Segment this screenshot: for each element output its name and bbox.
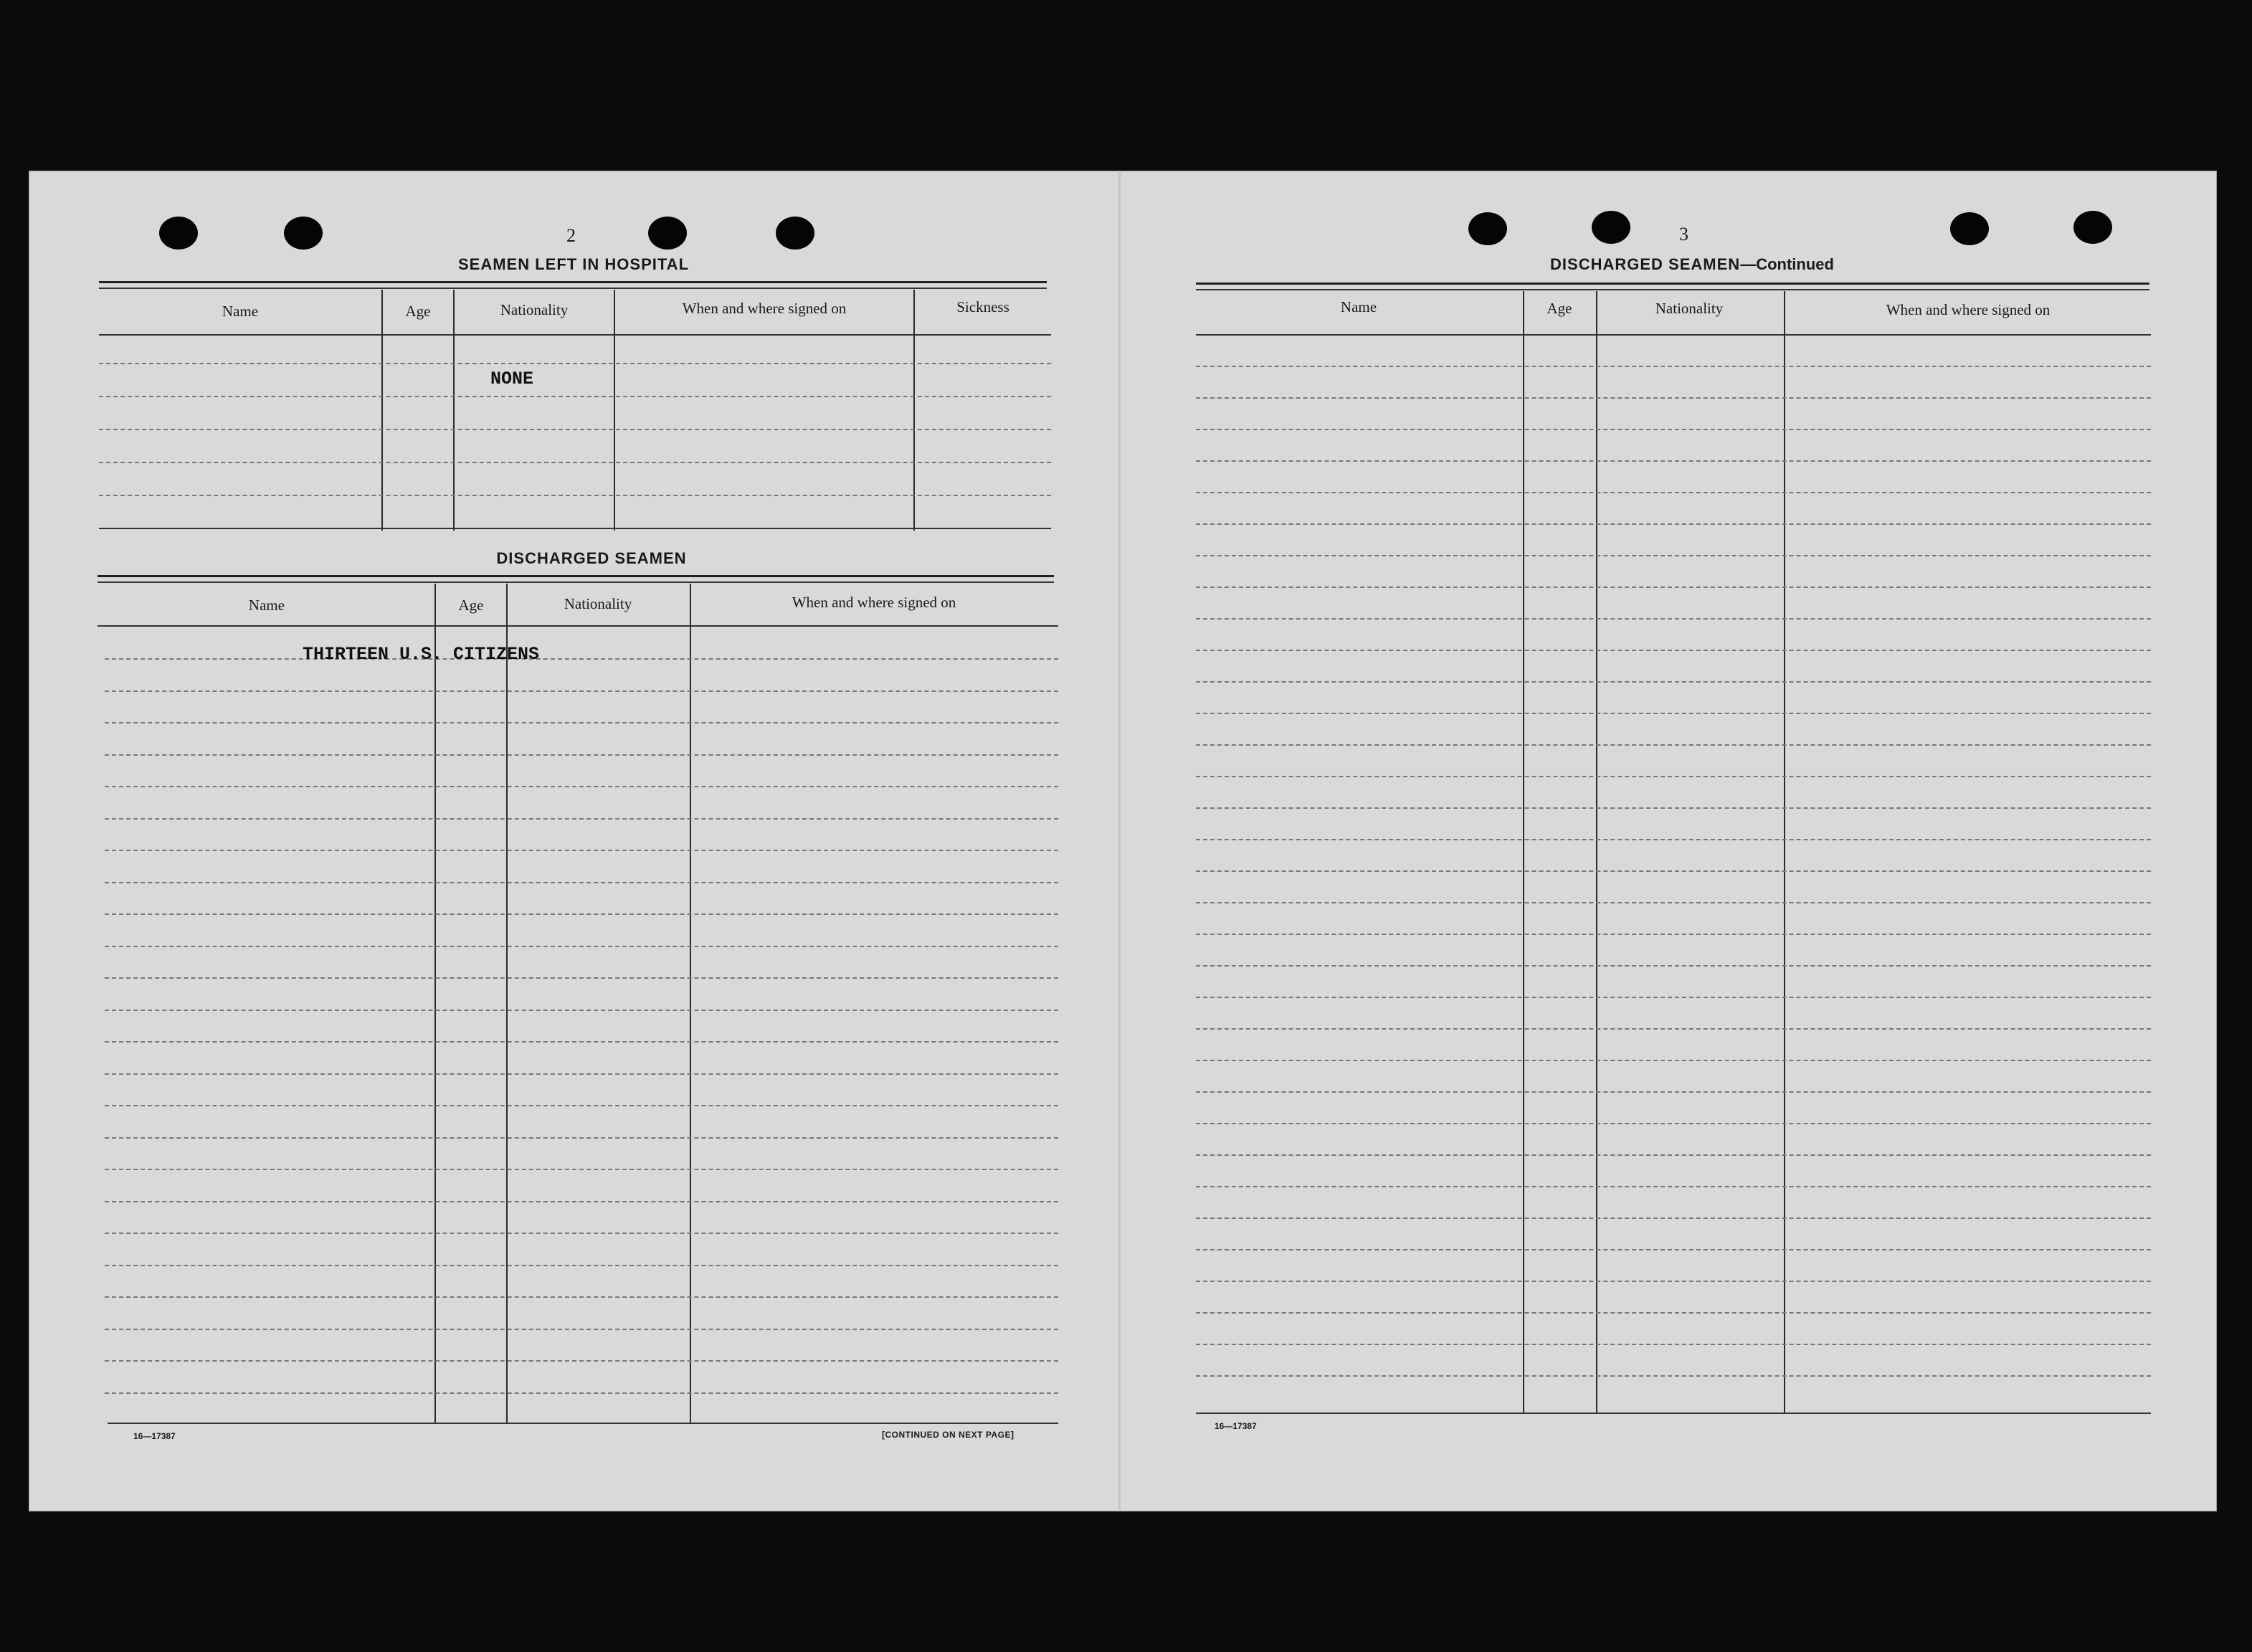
entry-line <box>1196 587 2151 588</box>
entry-line <box>1196 650 2151 651</box>
column-header-nationality: Nationality <box>564 595 632 612</box>
entry-line <box>105 658 1058 660</box>
entry-line <box>99 396 1051 397</box>
header-rule <box>98 575 1054 577</box>
entry-line <box>1196 902 2151 903</box>
column-header-signed-on: When and where signed on <box>682 300 847 317</box>
entry-line <box>1196 429 2151 430</box>
column-header-signed-on: When and where signed on <box>1886 301 2051 318</box>
table-bottom-rule <box>108 1423 1058 1424</box>
punch-hole <box>1950 212 1989 245</box>
table-bottom-rule <box>1196 1413 2151 1414</box>
column-header-age: Age <box>458 597 484 614</box>
punch-hole <box>648 217 687 250</box>
entry-line <box>1196 839 2151 840</box>
section-title: SEAMEN LEFT IN HOSPITAL <box>457 255 690 273</box>
column-header-sickness: Sickness <box>956 298 1009 315</box>
entry-line <box>99 462 1051 463</box>
header-bottom-rule <box>99 334 1051 336</box>
document-sheet <box>29 171 2217 1511</box>
entry-line <box>1196 1186 2151 1187</box>
entry-line <box>1196 1091 2151 1093</box>
entry-line <box>1196 870 2151 872</box>
entry-line <box>105 1233 1058 1234</box>
column-divider <box>1523 291 1524 1414</box>
entry-line <box>1196 523 2151 525</box>
entry-line <box>1196 1344 2151 1345</box>
entry-line <box>1196 1028 2151 1030</box>
entry-line <box>1196 744 2151 746</box>
header-rule <box>1196 289 2149 290</box>
entry-line <box>105 754 1058 756</box>
header-bottom-rule <box>1196 334 2151 336</box>
entry-line <box>1196 618 2151 620</box>
entry-line <box>105 977 1058 979</box>
entry-line <box>105 1041 1058 1043</box>
header-rule <box>99 281 1047 283</box>
entry-line <box>1196 397 2151 399</box>
column-header-age: Age <box>405 303 431 320</box>
entry-line <box>1196 366 2151 367</box>
entry-line <box>105 1329 1058 1330</box>
entry-line <box>105 818 1058 820</box>
entry-line <box>105 786 1058 787</box>
entry-line <box>1196 1154 2151 1156</box>
entry-line <box>105 722 1058 723</box>
entry-line <box>99 363 1051 364</box>
entry-line <box>99 495 1051 496</box>
header-rule <box>1196 283 2149 285</box>
column-header-age: Age <box>1547 300 1572 317</box>
continued-note: [CONTINUED ON NEXT PAGE] <box>882 1430 1015 1440</box>
entry-line <box>1196 1123 2151 1124</box>
column-divider <box>1784 291 1785 1414</box>
column-header-nationality: Nationality <box>500 301 569 318</box>
entry-line <box>105 1137 1058 1139</box>
entry-line <box>105 882 1058 883</box>
section-title-main: DISCHARGED SEAMEN <box>1550 255 1741 273</box>
page-number: 2 <box>566 225 576 246</box>
form-number: 16—17387 <box>1215 1421 1257 1431</box>
column-header-nationality: Nationality <box>1655 300 1724 317</box>
punch-hole <box>159 217 198 250</box>
center-fold <box>1118 171 1121 1510</box>
column-divider <box>434 584 436 1424</box>
column-header-signed-on: When and where signed on <box>792 594 956 611</box>
entry-line <box>1196 1281 2151 1282</box>
entry-line <box>1196 1249 2151 1250</box>
punch-hole <box>2073 211 2112 244</box>
section-title: DISCHARGED SEAMEN <box>496 549 687 567</box>
entry-line <box>105 1169 1058 1170</box>
entry-line <box>1196 1217 2151 1219</box>
header-bottom-rule <box>98 625 1058 627</box>
entry-line <box>1196 1375 2151 1377</box>
entry-line <box>105 1105 1058 1106</box>
page-number: 3 <box>1679 224 1688 245</box>
header-rule <box>98 581 1054 583</box>
section-title <box>1491 255 1893 274</box>
entry-line <box>105 690 1058 692</box>
entry-line <box>1196 492 2151 493</box>
entry-line <box>1196 460 2151 462</box>
entry-line <box>105 1010 1058 1011</box>
column-divider <box>506 584 508 1424</box>
entry-line <box>105 913 1058 915</box>
entry-line <box>1196 934 2151 935</box>
header-rule <box>99 288 1047 289</box>
column-divider <box>690 584 691 1424</box>
punch-hole <box>284 217 323 250</box>
entry-line <box>1196 555 2151 556</box>
punch-hole <box>1468 212 1507 245</box>
entry-line <box>105 1296 1058 1298</box>
entry-line <box>1196 776 2151 777</box>
entry-line <box>1196 997 2151 998</box>
entry-line <box>1196 965 2151 967</box>
entry-line <box>1196 807 2151 809</box>
form-number: 16—17387 <box>133 1431 176 1441</box>
entry-line <box>105 850 1058 851</box>
punch-hole <box>776 217 814 250</box>
entry-line <box>105 1201 1058 1202</box>
column-header-name: Name <box>222 303 259 320</box>
typed-entry-thirteen-citizens: THIRTEEN U.S. CITIZENS <box>303 644 540 665</box>
punch-hole <box>1592 211 1630 244</box>
column-header-name: Name <box>1340 298 1377 315</box>
column-header-name: Name <box>248 597 285 614</box>
entry-line <box>99 429 1051 430</box>
entry-line <box>105 946 1058 947</box>
entry-line <box>105 1265 1058 1266</box>
entry-line <box>105 1073 1058 1075</box>
entry-line <box>105 1392 1058 1394</box>
entry-line <box>1196 681 2151 683</box>
section-title-continued: —Continued <box>1740 255 1834 273</box>
column-divider <box>1596 291 1597 1414</box>
entry-line <box>1196 1312 2151 1314</box>
table-bottom-rule <box>99 528 1051 529</box>
entry-line <box>1196 713 2151 714</box>
entry-line <box>105 1360 1058 1362</box>
entry-line <box>1196 1060 2151 1061</box>
typed-entry-none: NONE <box>490 369 534 389</box>
